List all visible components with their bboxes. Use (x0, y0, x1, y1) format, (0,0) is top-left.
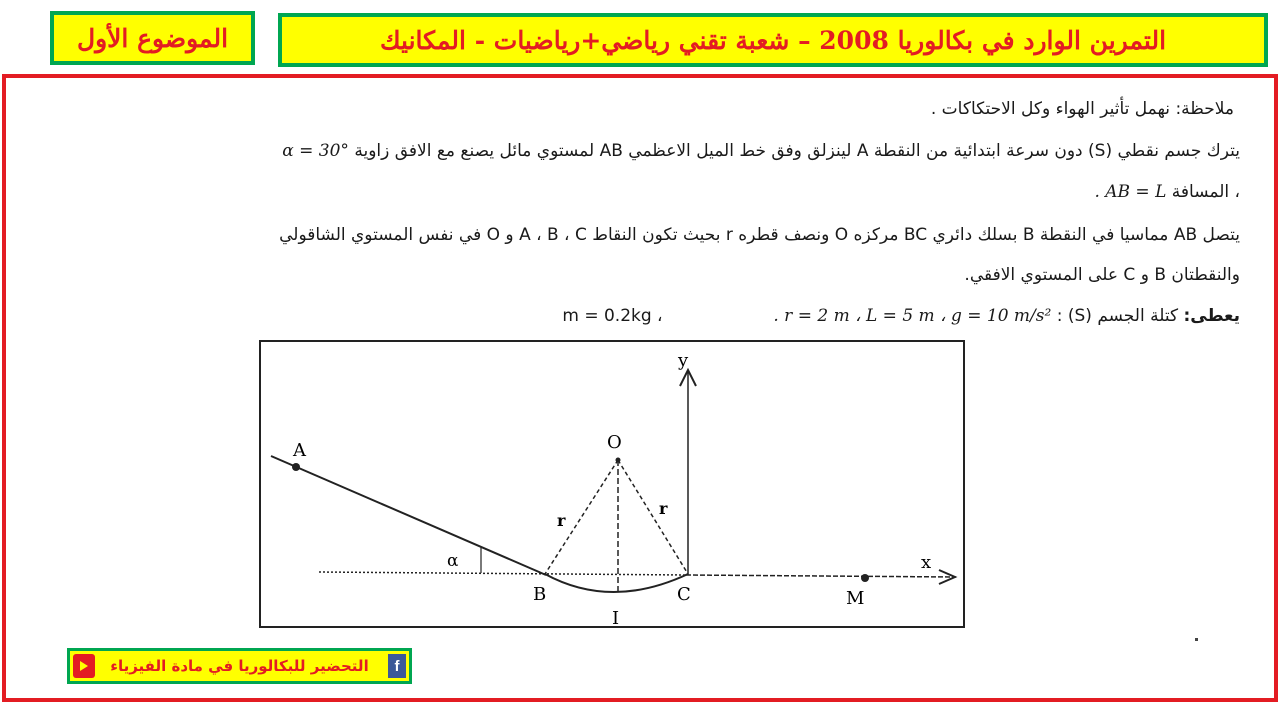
facebook-glyph: f (394, 657, 400, 675)
exercise-title: التمرين الوارد في بكالوريا 2008 – شعبة تقني رياضي+رياضيات - المكانيك (379, 25, 1167, 55)
label-y: y (678, 350, 689, 371)
label-r-left: r (557, 511, 566, 530)
label-r-right: r (659, 499, 668, 518)
footer-text: التحضير للبكالوريا في مادة الفيزياء (110, 657, 369, 675)
horizontal-reference-line (319, 572, 686, 575)
problem-line-2 (282, 141, 1240, 161)
mechanics-diagram (261, 342, 963, 626)
point-m-marker (861, 574, 869, 582)
x-axis-line (686, 575, 956, 577)
circular-track-bc (545, 574, 688, 592)
problem-line-3 (1094, 182, 1240, 202)
facebook-icon[interactable] (388, 654, 406, 678)
given-label: يعطى: (1183, 306, 1240, 326)
point-a-marker (292, 463, 300, 471)
radius-oc (618, 460, 688, 574)
line2-text: يترك جسم نقطي (S) دون سرعة ابتدائية من النقطة A لينزلق وفق خط الميل الاعظمي AB لمستوي مائل يصنع مع الافق زاوية (354, 141, 1240, 161)
label-x: x (921, 552, 932, 573)
problem-line-4: يتصل AB مماسيا في النقطة B بسلك دائري BC مركزه O ونصف قطره r بحيث تكون النقاط A ، B ، C و O في نفس المستوي الشاقولي (279, 225, 1240, 245)
youtube-icon[interactable] (73, 654, 95, 678)
label-b: B (533, 584, 547, 605)
problem-line-5: والنقطتان B و C على المستوي الافقي. (964, 265, 1240, 285)
label-alpha: α (447, 551, 459, 571)
exercise-title-banner (278, 13, 1268, 67)
incline-ab (271, 456, 546, 575)
label-o: O (607, 432, 622, 453)
diagram-frame (259, 340, 965, 628)
line3-text: ، المسافة (1171, 182, 1240, 202)
given-mass: كتلة الجسم (S) : m = 0.2kg ، (562, 306, 1179, 326)
angle-value: α = 30° (282, 141, 349, 161)
distance-formula: AB = L . (1094, 182, 1167, 202)
given-line (562, 306, 1240, 326)
label-c: C (677, 584, 691, 605)
topic-label: الموضوع الأول (76, 23, 229, 53)
point-o-marker (616, 458, 621, 463)
label-a: A (293, 440, 306, 461)
radius-ob (545, 460, 618, 574)
note-line: ملاحظة: نهمل تأثير الهواء وكل الاحتكاكات . (930, 99, 1234, 119)
given-values: . r = 2 m ، L = 5 m ، g = 10 m/s² (773, 306, 1052, 326)
label-i: I (612, 608, 620, 626)
stray-dot (1195, 638, 1198, 641)
topic-banner (50, 11, 255, 65)
label-m: M (846, 588, 865, 609)
footer-banner[interactable] (67, 648, 412, 684)
